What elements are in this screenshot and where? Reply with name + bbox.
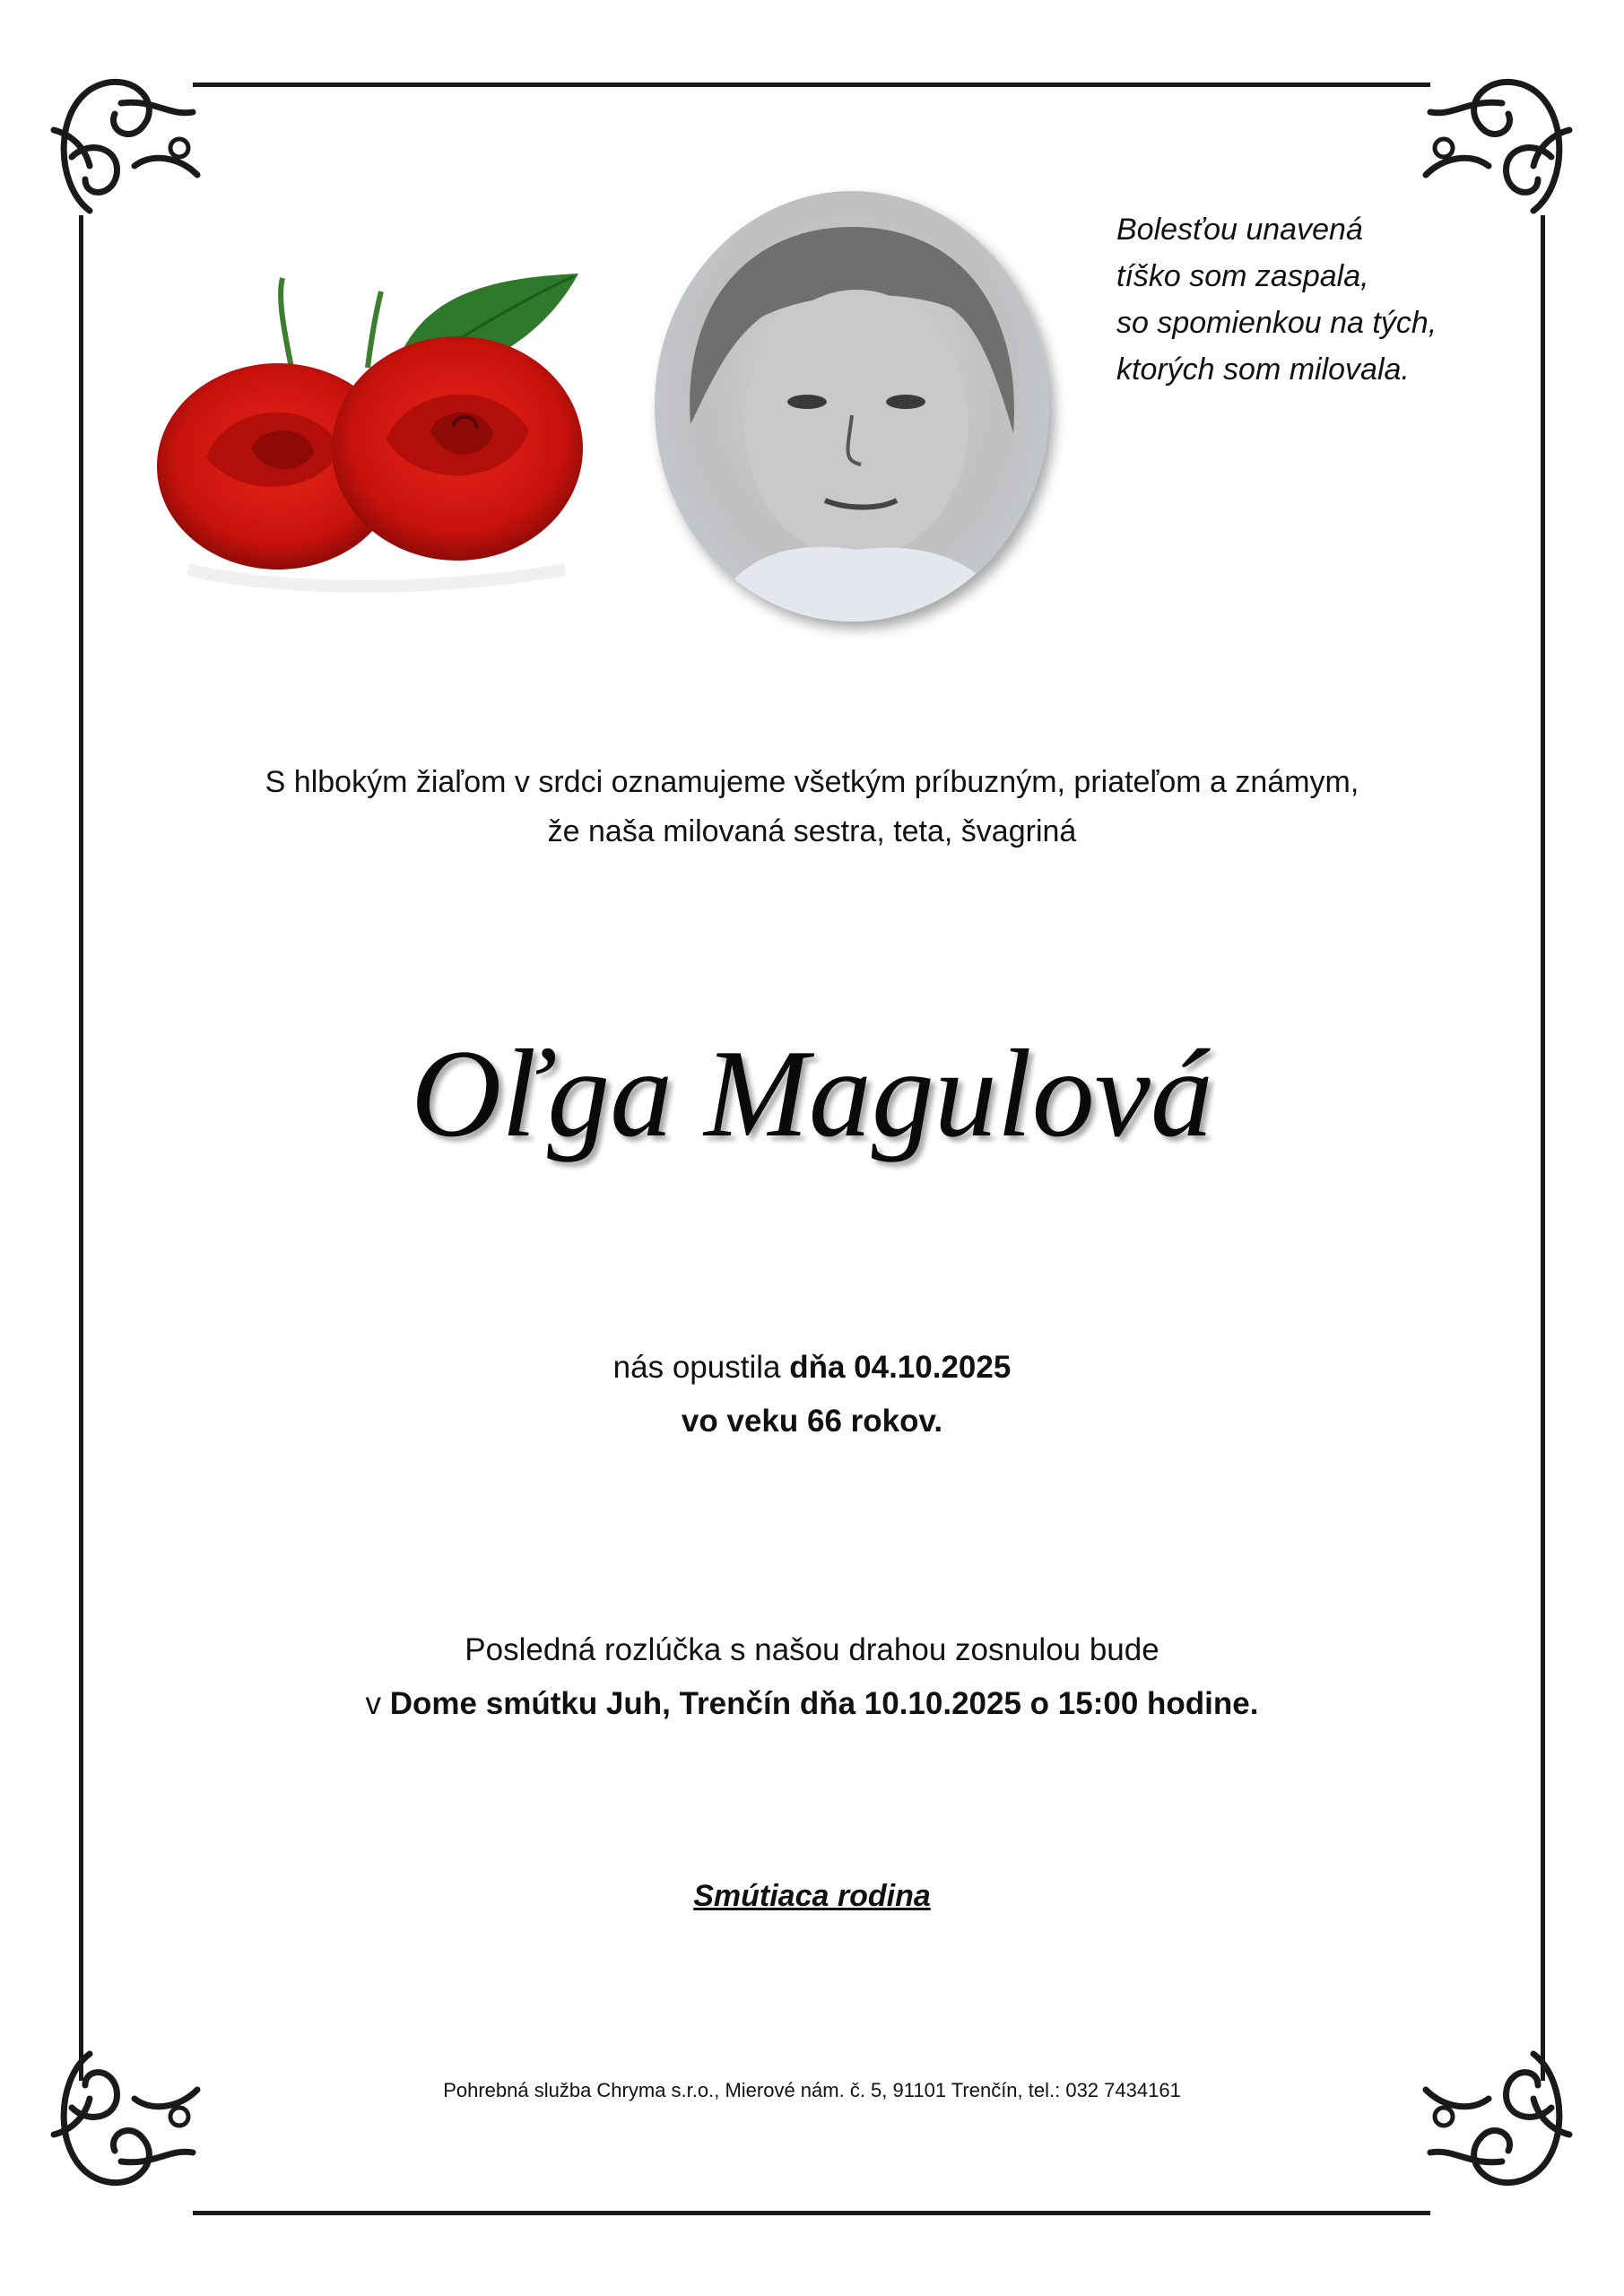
family-signature: Smútiaca rodina xyxy=(693,1879,931,1913)
corner-ornament-bottom-left xyxy=(36,2036,215,2215)
deceased-name: Oľga Magulová xyxy=(411,1024,1213,1163)
farewell-prefix: v xyxy=(365,1686,390,1721)
announcement-intro xyxy=(0,758,1624,857)
poem-line: so spomienkou na tých, xyxy=(1116,306,1437,340)
corner-ornament-bottom-right xyxy=(1408,2036,1587,2215)
intro-line-2: že naša milovaná sestra, teta, švagriná xyxy=(547,814,1077,848)
death-date: dňa 04.10.2025 xyxy=(789,1350,1012,1385)
death-info xyxy=(0,1341,1624,1448)
red-roses-image xyxy=(99,260,619,619)
corner-ornament-top-right xyxy=(1408,49,1587,229)
intro-line-1: S hlbokým žiaľom v srdci oznamujeme všetkým príbuzným, priateľom a známym, xyxy=(265,765,1359,799)
funeral-service-footer: Pohrebná služba Chryma s.r.o., Mierové nám. č. 5, 91101 Trenčín, tel.: 032 7434161 xyxy=(443,2079,1181,2101)
farewell-line-1: Posledná rozlúčka s našou drahou zosnulou bude xyxy=(465,1632,1159,1667)
death-age: vo veku 66 rokov. xyxy=(681,1404,943,1439)
farewell-details: Dome smútku Juh, Trenčín dňa 10.10.2025 o 15:00 hodine. xyxy=(389,1686,1259,1721)
poem-line: tíško som zaspala, xyxy=(1116,259,1369,293)
death-date-line xyxy=(0,1341,1624,1395)
poem-line: Bolesťou unavená xyxy=(1116,213,1363,247)
memorial-poem xyxy=(1116,206,1520,393)
portrait-photo xyxy=(655,191,1049,622)
farewell-line-2 xyxy=(0,1677,1624,1731)
frame-bottom-border xyxy=(193,2211,1430,2215)
farewell-info xyxy=(0,1623,1624,1731)
poem-line: ktorých som milovala. xyxy=(1116,352,1410,387)
corner-ornament-top-left xyxy=(36,49,215,229)
frame-top-border xyxy=(193,83,1430,87)
death-prefix: nás opustila xyxy=(612,1350,790,1385)
